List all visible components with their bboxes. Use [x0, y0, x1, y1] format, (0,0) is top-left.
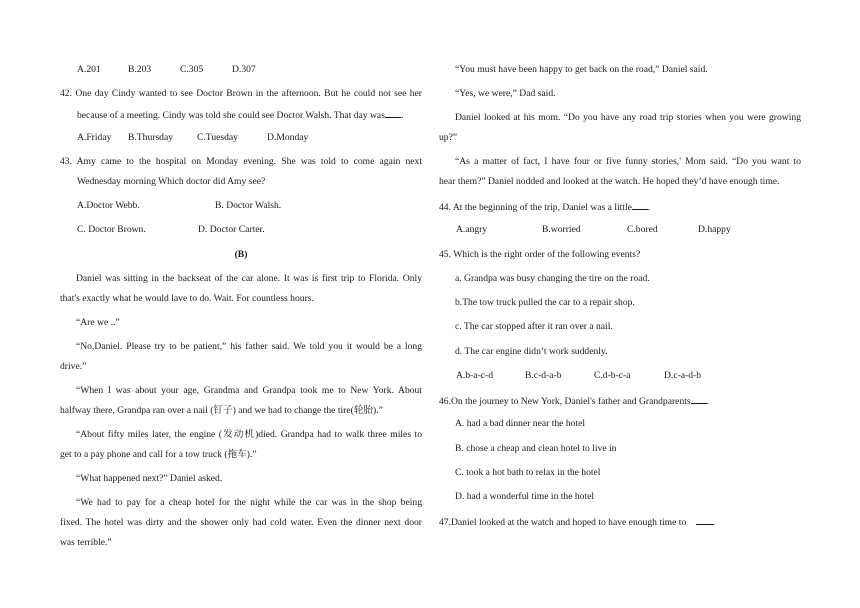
passage-p7-line-1: “We had to pay for a cheap hotel for the night while the car was in the shop being — [76, 497, 422, 508]
q45-event-b: b.The tow truck pulled the car to a repair shop. — [455, 297, 635, 308]
passage-r2: “Yes, we were,” Dad said. — [455, 88, 556, 99]
passage-p2: “Are we ..” — [76, 317, 120, 328]
q44-answer-blank — [632, 200, 648, 210]
q42-option-d: D.Monday — [267, 132, 309, 143]
q44-text: 44. At the beginning of the trip, Daniel was a little — [439, 202, 632, 213]
q47-answer-blank — [696, 515, 714, 525]
q44-option-b: B.worried — [542, 224, 581, 235]
q42-option-c: C.Tuesday — [197, 132, 238, 143]
q44-option-a: A.angry — [456, 224, 488, 235]
q42-line-1: 42. One day Cindy wanted to see Doctor Brown in the afternoon. But he could not see her — [60, 88, 422, 99]
q44-stem: 44. At the beginning of the trip, Daniel was a little . — [439, 202, 651, 213]
q46-answer-blank — [691, 394, 707, 404]
section-b-heading: (B) — [234, 249, 248, 260]
passage-p5-line-1: “About fifty miles later, the engine (发动机)died. Grandpa had to walk three miles to — [76, 429, 422, 440]
passage-r3-line-1: Daniel looked at his mom. “Do you have any road trip stories when you were growing — [455, 112, 801, 123]
q45-event-d: d. The car engine didn’t work suddenly. — [455, 346, 608, 357]
passage-p7-line-3: was terrible.” — [60, 537, 112, 548]
q41-option-c: C.305 — [180, 64, 204, 75]
passage-p1-line-1: Daniel was sitting in the backseat of the car alone. It was is first trip to Florida. Only — [76, 273, 422, 284]
q46-option-a: A. had a bad dinner near the hotel — [455, 418, 585, 429]
passage-r1: “You must have been happy to get back on the road,” Daniel said. — [455, 64, 708, 75]
q41-option-b: B.203 — [128, 64, 152, 75]
passage-r3-line-2: up?” — [439, 132, 458, 143]
q46-stem: 46.On the journey to New York, Daniel's father and Grandparents . — [439, 396, 710, 407]
q46-text: 46.On the journey to New York, Daniel's father and Grandparents — [439, 396, 691, 407]
q45-option-b: B.c-d-a-b — [525, 370, 562, 381]
q43-option-c: C. Doctor Brown. — [77, 224, 146, 235]
q42-option-b: B.Thursday — [128, 132, 174, 143]
q45-stem: 45. Which is the right order of the following events? — [439, 249, 641, 260]
passage-r4-line-1: “As a matter of fact, I have four or five funny stories,' Mom said. “Do you want to — [455, 156, 801, 167]
q46-option-d: D. had a wonderful time in the hotel — [455, 491, 595, 502]
q42-option-a: A.Friday — [77, 132, 112, 143]
q45-event-a: a. Grandpa was busy changing the tire on the road. — [455, 273, 650, 284]
q42-line-2: because of a meeting. Cindy was told she could see Doctor Walsh. That day was . — [77, 110, 404, 121]
q44-option-c: C.bored — [627, 224, 658, 235]
q46-option-b: B. chose a cheap and clean hotel to live in — [455, 443, 617, 454]
q45-option-a: A.b-a-c-d — [456, 370, 494, 381]
passage-r4-line-2: hear them?” Daniel nodded and looked at the watch. He hoped they’d have enough time. — [439, 176, 780, 187]
passage-p7-line-2: fixed. The hotel was dirty and the shower only had cold water. Even the dinner next door — [60, 517, 422, 528]
q45-event-c: c. The car stopped after it ran over a nail. — [455, 321, 613, 332]
q43-line-1: 43. Amy came to the hospital on Monday evening. She was told to come again next — [60, 156, 422, 167]
passage-p4-line-1: “When I was about your age, Grandma and Grandpa took me to New York. About — [76, 385, 422, 396]
q41-option-a: A.201 — [77, 64, 101, 75]
q43-option-d: D. Doctor Carter. — [198, 224, 265, 235]
q47-text: 47.Daniel looked at the watch and hoped to have enough time to — [439, 517, 687, 528]
q41-option-d: D.307 — [232, 64, 256, 75]
passage-p4-line-2: halfway there, Grandpa ran over a nail (钉子) and we had to change the tire(轮胎).” — [60, 405, 383, 416]
passage-p1-line-2: that's exactly what he would lave to do. Wait. For countless hours. — [60, 293, 314, 304]
q45-option-d: D.c-a-d-b — [664, 370, 702, 381]
q43-option-a: A.Doctor Webb. — [77, 200, 140, 211]
q42-line-2-text: because of a meeting. Cindy was told she could see Doctor Walsh. That day was — [77, 110, 385, 121]
passage-p5-line-2: get to a pay phone and call for a tow truck (拖车).” — [60, 449, 257, 460]
passage-p3-line-1: “No,Daniel. Please try to be patient,” his father said. We told you it would be a long — [76, 341, 422, 352]
q42-answer-blank — [385, 108, 401, 118]
passage-p6: “What happened next?” Daniel asked. — [76, 473, 223, 484]
q46-option-c: C. took a hot bath to relax in the hotel — [455, 467, 601, 478]
passage-p3-line-2: drive.” — [60, 361, 87, 372]
q44-option-d: D.happy — [698, 224, 731, 235]
q45-option-c: C.d-b-c-a — [594, 370, 631, 381]
q43-option-b: B. Doctor Walsh. — [215, 200, 282, 211]
q43-line-2: Wednesday morning Which doctor did Amy see? — [77, 176, 266, 187]
q47-stem — [439, 515, 801, 529]
